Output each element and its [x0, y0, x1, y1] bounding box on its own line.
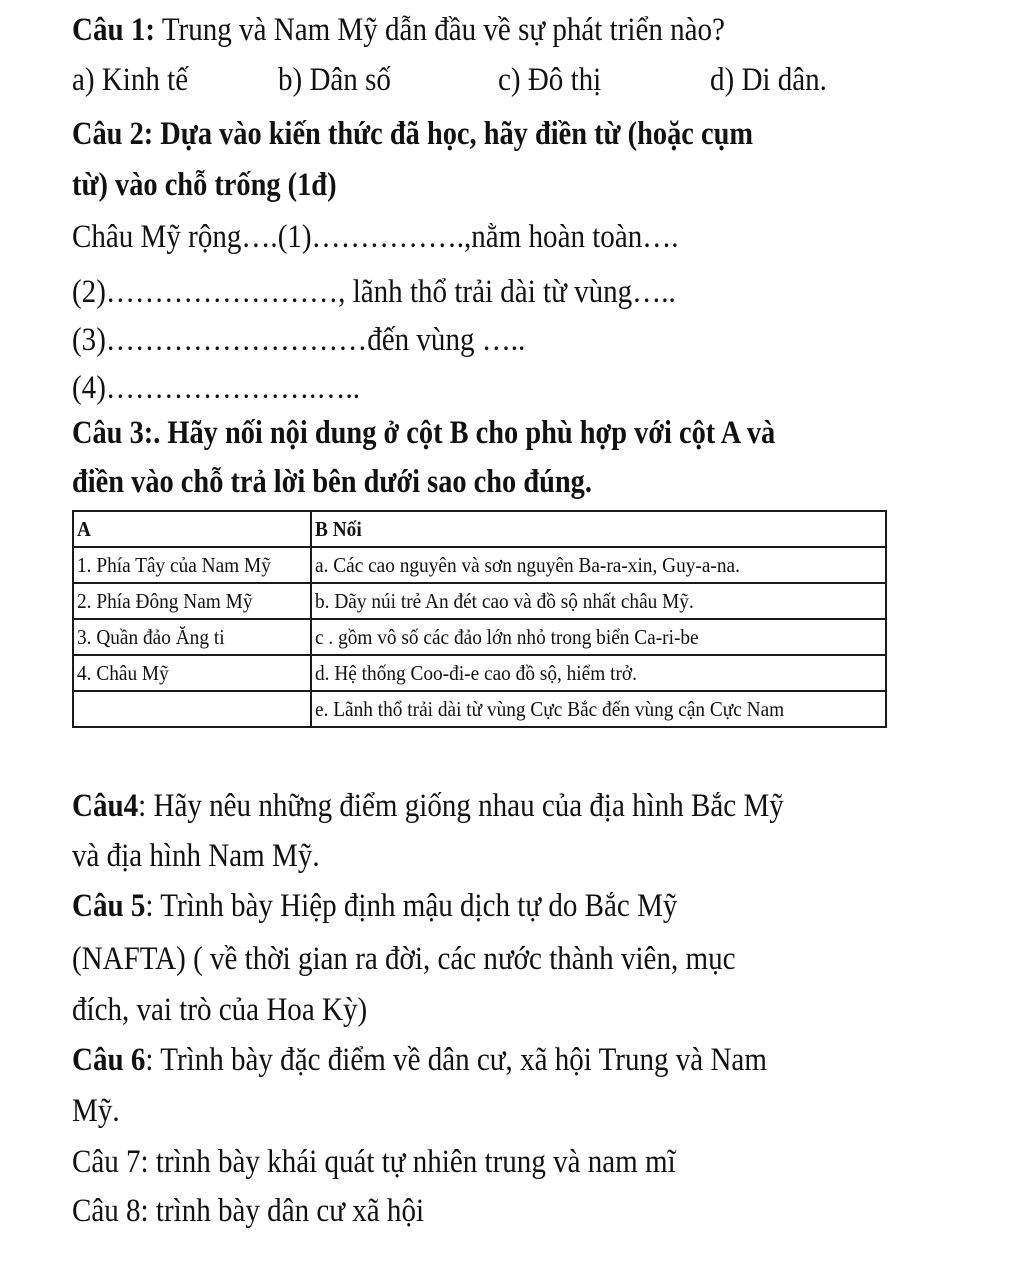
table-cell-a: 2. Phía Đông Nam Mỹ — [73, 583, 311, 619]
option-d: d) Di dân. — [710, 62, 827, 98]
question-4-line-2: và địa hình Nam Mỹ. — [72, 838, 320, 874]
table-cell-b: d. Hệ thống Coo-đi-e cao đồ sộ, hiểm trở. — [311, 655, 886, 691]
column-b-header: B Nối — [311, 511, 886, 547]
fill-blank-3: (3)………………………đến vùng ….. — [72, 322, 526, 358]
table-cell-a: 3. Quần đảo Ăng ti — [73, 619, 311, 655]
question-1-text: Trung và Nam Mỹ dẫn đầu về sự phát triển nào? — [155, 12, 725, 48]
question-8: Câu 8: trình bày dân cư xã hội — [72, 1193, 425, 1229]
question-6-line-1 — [72, 1040, 767, 1080]
option-b: b) Dân số — [278, 62, 391, 98]
option-c: c) Đô thị — [498, 62, 602, 98]
question-3-line-2: điền vào chỗ trả lời bên dưới sao cho đúng. — [72, 464, 592, 500]
question-2-line-1: Câu 2: Dựa vào kiến thức đã học, hãy điền từ (hoặc cụm — [72, 116, 754, 152]
question-5-text: : Trình bày Hiệp định mậu dịch tự do Bắc Mỹ — [145, 888, 678, 924]
question-1-options — [72, 60, 972, 100]
table-cell-b: b. Dãy núi trẻ An đét cao và đồ sộ nhất châu Mỹ. — [311, 583, 886, 619]
question-5-line-2: (NAFTA) ( về thời gian ra đời, các nước thành viên, mục — [72, 941, 736, 977]
fill-blank-2: (2)……………………, lãnh thổ trải dài từ vùng….. — [72, 274, 676, 310]
table-cell-a — [73, 691, 311, 727]
matching-table — [72, 510, 887, 728]
question-4-text: : Hãy nêu những điểm giống nhau của địa hình Bắc Mỹ — [138, 788, 784, 824]
table-cell-b: e. Lãnh thổ trải dài từ vùng Cực Bắc đến vùng cận Cực Nam — [311, 691, 886, 727]
fill-blank-4: (4)………………….….. — [72, 370, 360, 406]
table-cell-b: a. Các cao nguyên và sơn nguyên Ba-ra-xin, Guy-a-na. — [311, 547, 886, 583]
table-row — [73, 619, 886, 655]
question-5-line-1 — [72, 886, 677, 926]
question-5-line-3: đích, vai trò của Hoa Kỳ) — [72, 992, 368, 1028]
table-row — [73, 583, 886, 619]
question-7: Câu 7: trình bày khái quát tự nhiên trung và nam mĩ — [72, 1144, 676, 1180]
table-header-row — [73, 511, 886, 547]
question-4-label: Câu4 — [72, 788, 139, 824]
table-row — [73, 655, 886, 691]
question-4-line-1 — [72, 786, 784, 826]
question-6-label: Câu 6 — [72, 1042, 146, 1078]
question-6-line-2: Mỹ. — [72, 1093, 120, 1129]
question-1 — [72, 10, 725, 50]
table-cell-a: 4. Châu Mỹ — [73, 655, 311, 691]
question-6-text: : Trình bày đặc điểm về dân cư, xã hội Trung và Nam — [145, 1042, 767, 1078]
column-a-header: A — [73, 511, 311, 547]
question-1-label: Câu 1: — [72, 12, 156, 48]
table-cell-a: 1. Phía Tây của Nam Mỹ — [73, 547, 311, 583]
table-row — [73, 691, 886, 727]
question-2-line-2: từ) vào chỗ trống (1đ) — [72, 167, 337, 203]
table-row — [73, 547, 886, 583]
question-3-line-1: Câu 3:. Hãy nối nội dung ở cột B cho phù hợp với cột A và — [72, 415, 776, 451]
option-a: a) Kinh tế — [72, 62, 189, 98]
table-cell-b: c . gồm vô số các đảo lớn nhỏ trong biển Ca-ri-be — [311, 619, 886, 655]
fill-blank-1: Châu Mỹ rộng….(1)…………….,nằm hoàn toàn…. — [72, 219, 679, 255]
question-5-label: Câu 5 — [72, 888, 146, 924]
